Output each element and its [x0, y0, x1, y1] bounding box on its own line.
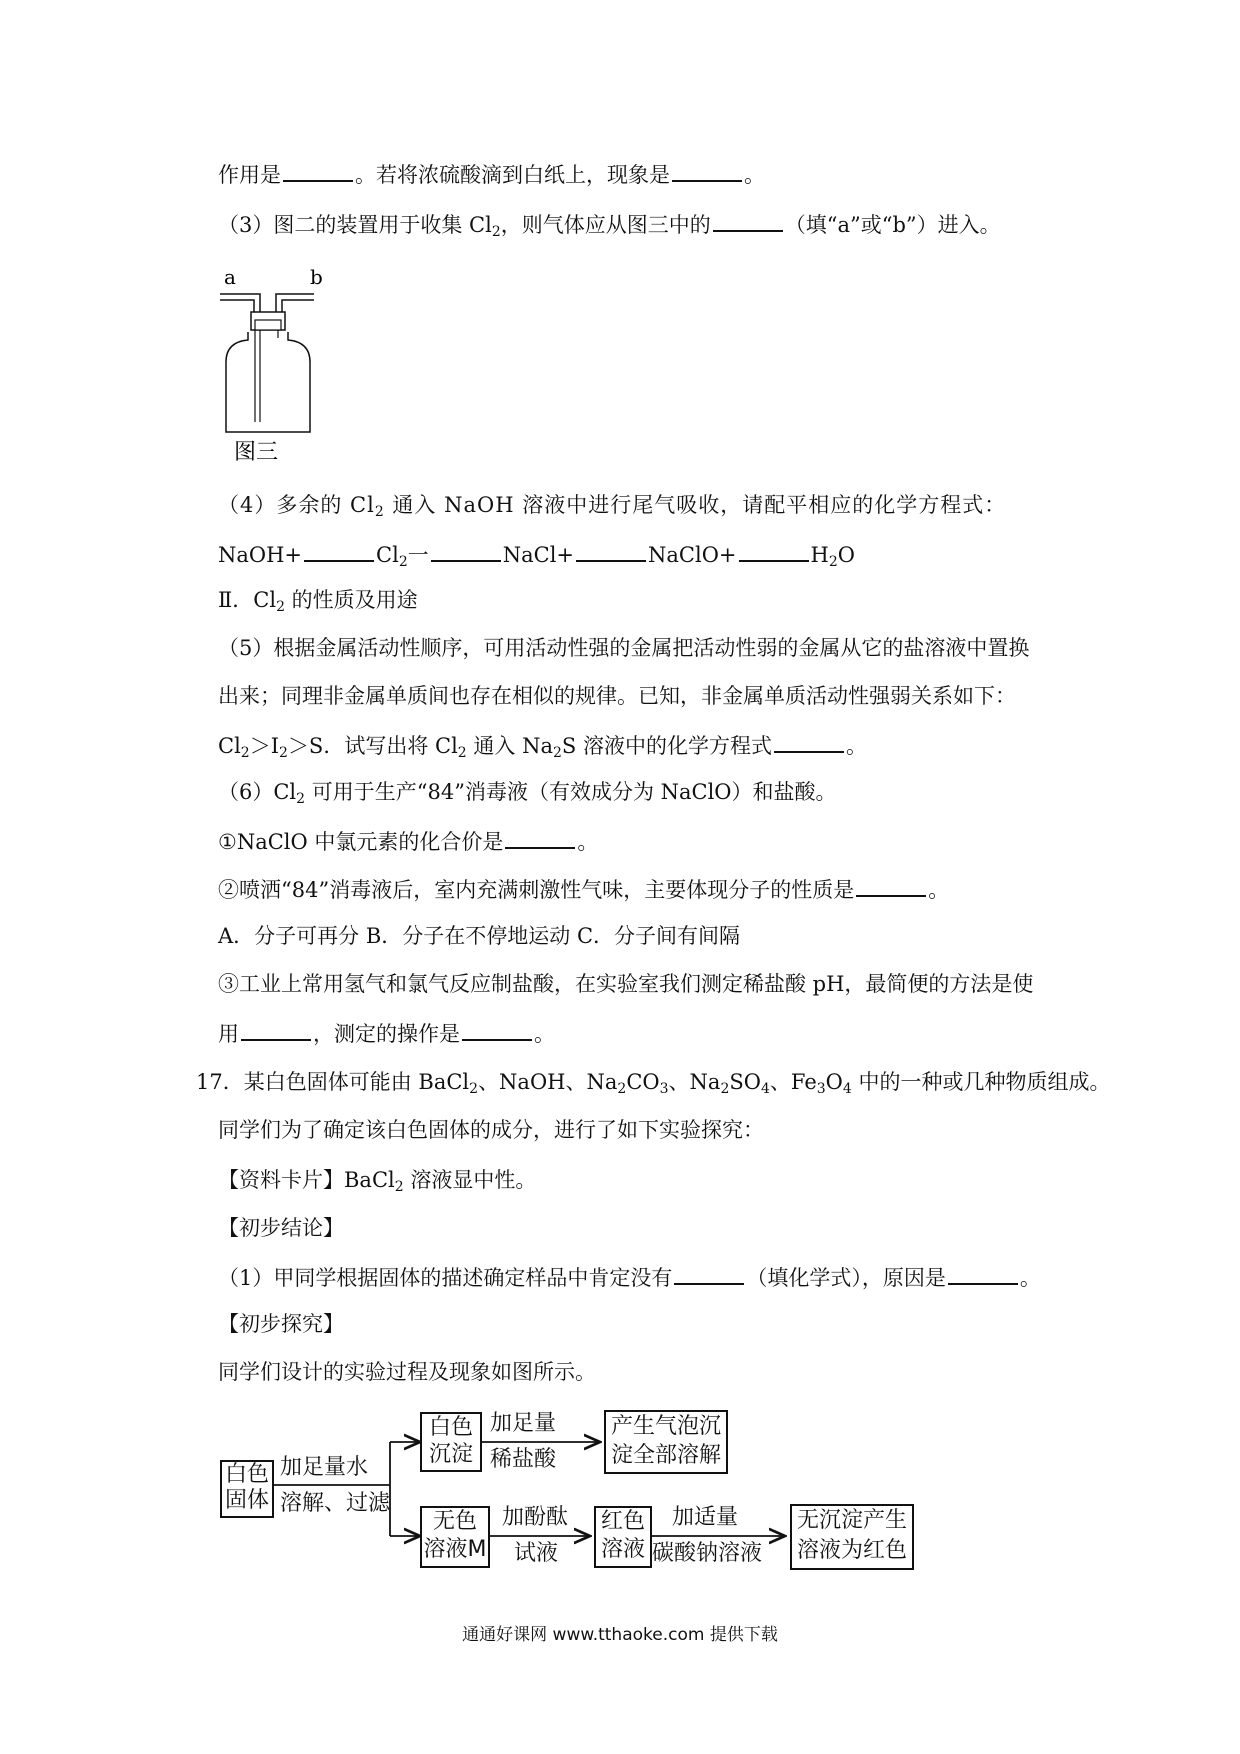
box-line: 白色: [428, 1415, 473, 1440]
inlet-tube-a: [220, 294, 260, 312]
upper-arrow-bottom-label: 稀盐酸: [490, 1447, 557, 1472]
question-6-3-line-2: [218, 1017, 555, 1049]
text-segment: Ⅱ．Cl: [218, 588, 277, 612]
question-6-3-line-1: ③工业上常用氢气和氯气反应制盐酸，在实验室我们测定稀盐酸 pH，最简便的方法是使: [218, 972, 1034, 996]
answer-blank[interactable]: [241, 1017, 311, 1041]
subscript: 2: [296, 791, 306, 807]
text-segment: H: [810, 543, 829, 567]
lower-arrow2-top-label: 加适量: [672, 1505, 739, 1530]
text-segment: O: [837, 543, 855, 567]
text-segment: （填化学式），原因是: [746, 1266, 946, 1290]
text-segment: （填“a”或“b”）进入。: [784, 213, 1001, 237]
text-segment: 一: [407, 543, 429, 567]
text-segment: 中的一种或几种物质组成。: [851, 1070, 1111, 1094]
question-17-line-2: 同学们为了确定该白色固体的成分，进行了如下实验探究：: [218, 1118, 764, 1142]
subscript: 3: [816, 1081, 826, 1097]
subscript: 2: [469, 1081, 479, 1097]
question-5-line-1: （5）根据金属活动性顺序，可用活动性强的金属把活动性弱的金属从它的盐溶液中置换: [218, 636, 1030, 660]
start-box: [220, 1460, 274, 1518]
answer-options: A．分子可再分 B．分子在不停地运动 C．分子间有间隔: [218, 924, 741, 948]
lower-arrow1-bottom-label: 试液: [514, 1541, 559, 1566]
text-segment: ＞I: [249, 734, 280, 758]
text-segment: （1）甲同学根据固体的描述确定样品中肯定没有: [218, 1266, 673, 1290]
upper-result-box: [604, 1410, 728, 1474]
question-17-1: [218, 1261, 1041, 1293]
text-segment: 【资料卡片】BaCl: [218, 1168, 395, 1192]
colorless-solution-box: [420, 1506, 490, 1568]
answer-blank[interactable]: [283, 158, 353, 182]
box-line: 固体: [224, 1488, 269, 1513]
text-segment: ＞S．试写出将 Cl: [287, 734, 458, 758]
answer-blank[interactable]: [774, 729, 844, 753]
answer-blank[interactable]: [948, 1261, 1018, 1285]
text-segment: 。: [577, 830, 599, 854]
box-line: 溶液为红色: [796, 1538, 907, 1563]
subscript: 2: [240, 745, 250, 761]
label-a: a: [224, 265, 236, 289]
experiment-flowchart: [220, 1410, 920, 1590]
outlet-tube-b: [276, 294, 314, 312]
subscript: 2: [720, 1081, 730, 1097]
subscript: 2: [828, 554, 838, 570]
subscript: 2: [279, 745, 288, 761]
question-17-intro: [196, 1067, 1111, 1097]
answer-blank[interactable]: [672, 158, 742, 182]
text-segment: （3）图二的装置用于收集 Cl: [218, 213, 492, 237]
text-segment: CO: [626, 1070, 660, 1094]
subscript: 2: [374, 504, 385, 520]
text-line: [218, 158, 765, 190]
preliminary-conclusion-heading: 【初步结论】: [218, 1216, 344, 1240]
answer-blank[interactable]: [674, 1261, 744, 1285]
step1-top-label: 加足量水: [280, 1455, 369, 1480]
text-segment: NaCl+: [502, 543, 575, 567]
answer-blank[interactable]: [856, 873, 926, 897]
text-segment: SO: [729, 1070, 761, 1094]
white-precipitate-box: [420, 1412, 482, 1472]
chemical-equation: [218, 538, 855, 570]
answer-blank[interactable]: [304, 538, 374, 562]
text-segment: 。: [845, 734, 867, 758]
text-segment: 。: [1019, 1266, 1041, 1290]
question-6: [218, 777, 837, 807]
answer-blank[interactable]: [713, 208, 783, 232]
step1-bottom-label: 溶解、过滤: [280, 1491, 391, 1516]
subscript: 2: [552, 745, 562, 761]
subscript: 2: [398, 554, 408, 570]
question-5-line-2: 出来；同理非金属单质间也存在相似的规律。已知，非金属单质活动性强弱关系如下：: [218, 684, 1016, 708]
text-segment: 可用于生产“84”消毒液（有效成分为 NaClO）和盐酸。: [305, 780, 837, 804]
text-segment: O: [825, 1070, 843, 1094]
text-segment: Cl: [218, 734, 241, 758]
text-segment: 17．某白色固体可能由 BaCl: [196, 1070, 470, 1094]
bottle-body: [226, 332, 310, 432]
lower-arrow2-bottom-label: 碳酸钠溶液: [652, 1541, 763, 1566]
subscript: 4: [842, 1081, 852, 1097]
text-segment: ②喷洒“84”消毒液后，室内充满刺激性气味，主要体现分子的性质是: [218, 878, 855, 902]
lower-result-box: [790, 1504, 914, 1570]
lower-arrow1-top-label: 加酚酞: [502, 1505, 569, 1530]
text-segment: 通入 NaOH 溶液中进行尾气吸收，请配平相应的化学方程式：: [384, 493, 1007, 517]
subscript: 3: [659, 1081, 669, 1097]
info-card: [218, 1165, 536, 1195]
text-segment: 作用是: [218, 163, 281, 187]
subscript: 2: [394, 1179, 404, 1195]
answer-blank[interactable]: [739, 538, 809, 562]
answer-blank[interactable]: [431, 538, 501, 562]
figure-caption: 图三: [234, 440, 279, 462]
flow-intro: 同学们设计的实验过程及现象如图所示。: [218, 1360, 596, 1384]
upper-arrow-top-label: 加足量: [490, 1411, 557, 1436]
box-line: 沉淀: [428, 1442, 473, 1467]
text-segment: 。: [534, 1022, 555, 1046]
text-segment: ，则气体应从图三中的: [500, 213, 711, 237]
text-segment: 用: [218, 1022, 239, 1046]
label-b: b: [310, 265, 323, 289]
text-segment: 溶液显中性。: [403, 1168, 537, 1192]
box-line: 无色: [432, 1509, 477, 1534]
question-6-1: [218, 825, 598, 857]
text-segment: 通入 Na: [466, 734, 553, 758]
subscript: 2: [617, 1081, 627, 1097]
text-segment: 的性质及用途: [284, 588, 418, 612]
subscript: 2: [457, 745, 467, 761]
text-segment: （4）多余的 Cl: [218, 493, 375, 517]
text-segment: 。若将浓硫酸滴到白纸上，现象是: [355, 163, 670, 187]
subscript: 2: [491, 224, 501, 240]
answer-blank[interactable]: [576, 538, 646, 562]
question-6-2: [218, 873, 949, 905]
text-segment: 、Fe: [769, 1070, 817, 1094]
page-footer: 通通好课网 www.tthaoke.com 提供下载: [462, 1625, 778, 1645]
text-segment: 、NaOH、Na: [478, 1070, 618, 1094]
text-segment: 。: [744, 163, 765, 187]
box-line: 产生气泡沉: [610, 1414, 721, 1439]
text-segment: NaClO+: [648, 543, 737, 567]
box-line: 溶液: [600, 1537, 645, 1562]
text-segment: 。: [928, 878, 950, 902]
box-line: 无沉淀产生: [796, 1508, 907, 1533]
subscript: 4: [760, 1081, 770, 1097]
preliminary-exploration-heading: 【初步探究】: [218, 1312, 344, 1336]
question-5-line-3: [218, 729, 867, 761]
text-segment: 、Na: [668, 1070, 721, 1094]
text-segment: Cl: [376, 543, 399, 567]
subscript: 2: [276, 599, 285, 615]
text-segment: ①NaClO 中氯元素的化合价是: [218, 830, 504, 854]
gas-bottle-figure: [218, 262, 338, 462]
answer-blank[interactable]: [505, 825, 575, 849]
text-segment: （6）Cl: [218, 780, 297, 804]
answer-blank[interactable]: [462, 1017, 532, 1041]
text-segment: NaOH+: [218, 543, 303, 567]
box-line: 红色: [600, 1509, 645, 1534]
section-heading: [218, 585, 418, 615]
text-segment: ，测定的操作是: [313, 1022, 460, 1046]
box-line: 溶液M: [423, 1537, 487, 1562]
text-segment: S 溶液中的化学方程式: [561, 734, 772, 758]
box-line: 淀全部溶解: [610, 1443, 721, 1468]
question-4: [218, 490, 1006, 520]
question-3: [218, 208, 1001, 240]
gas-bottle-diagram: [218, 262, 338, 462]
red-solution-box: [594, 1506, 652, 1568]
box-line: 白色: [224, 1462, 269, 1487]
